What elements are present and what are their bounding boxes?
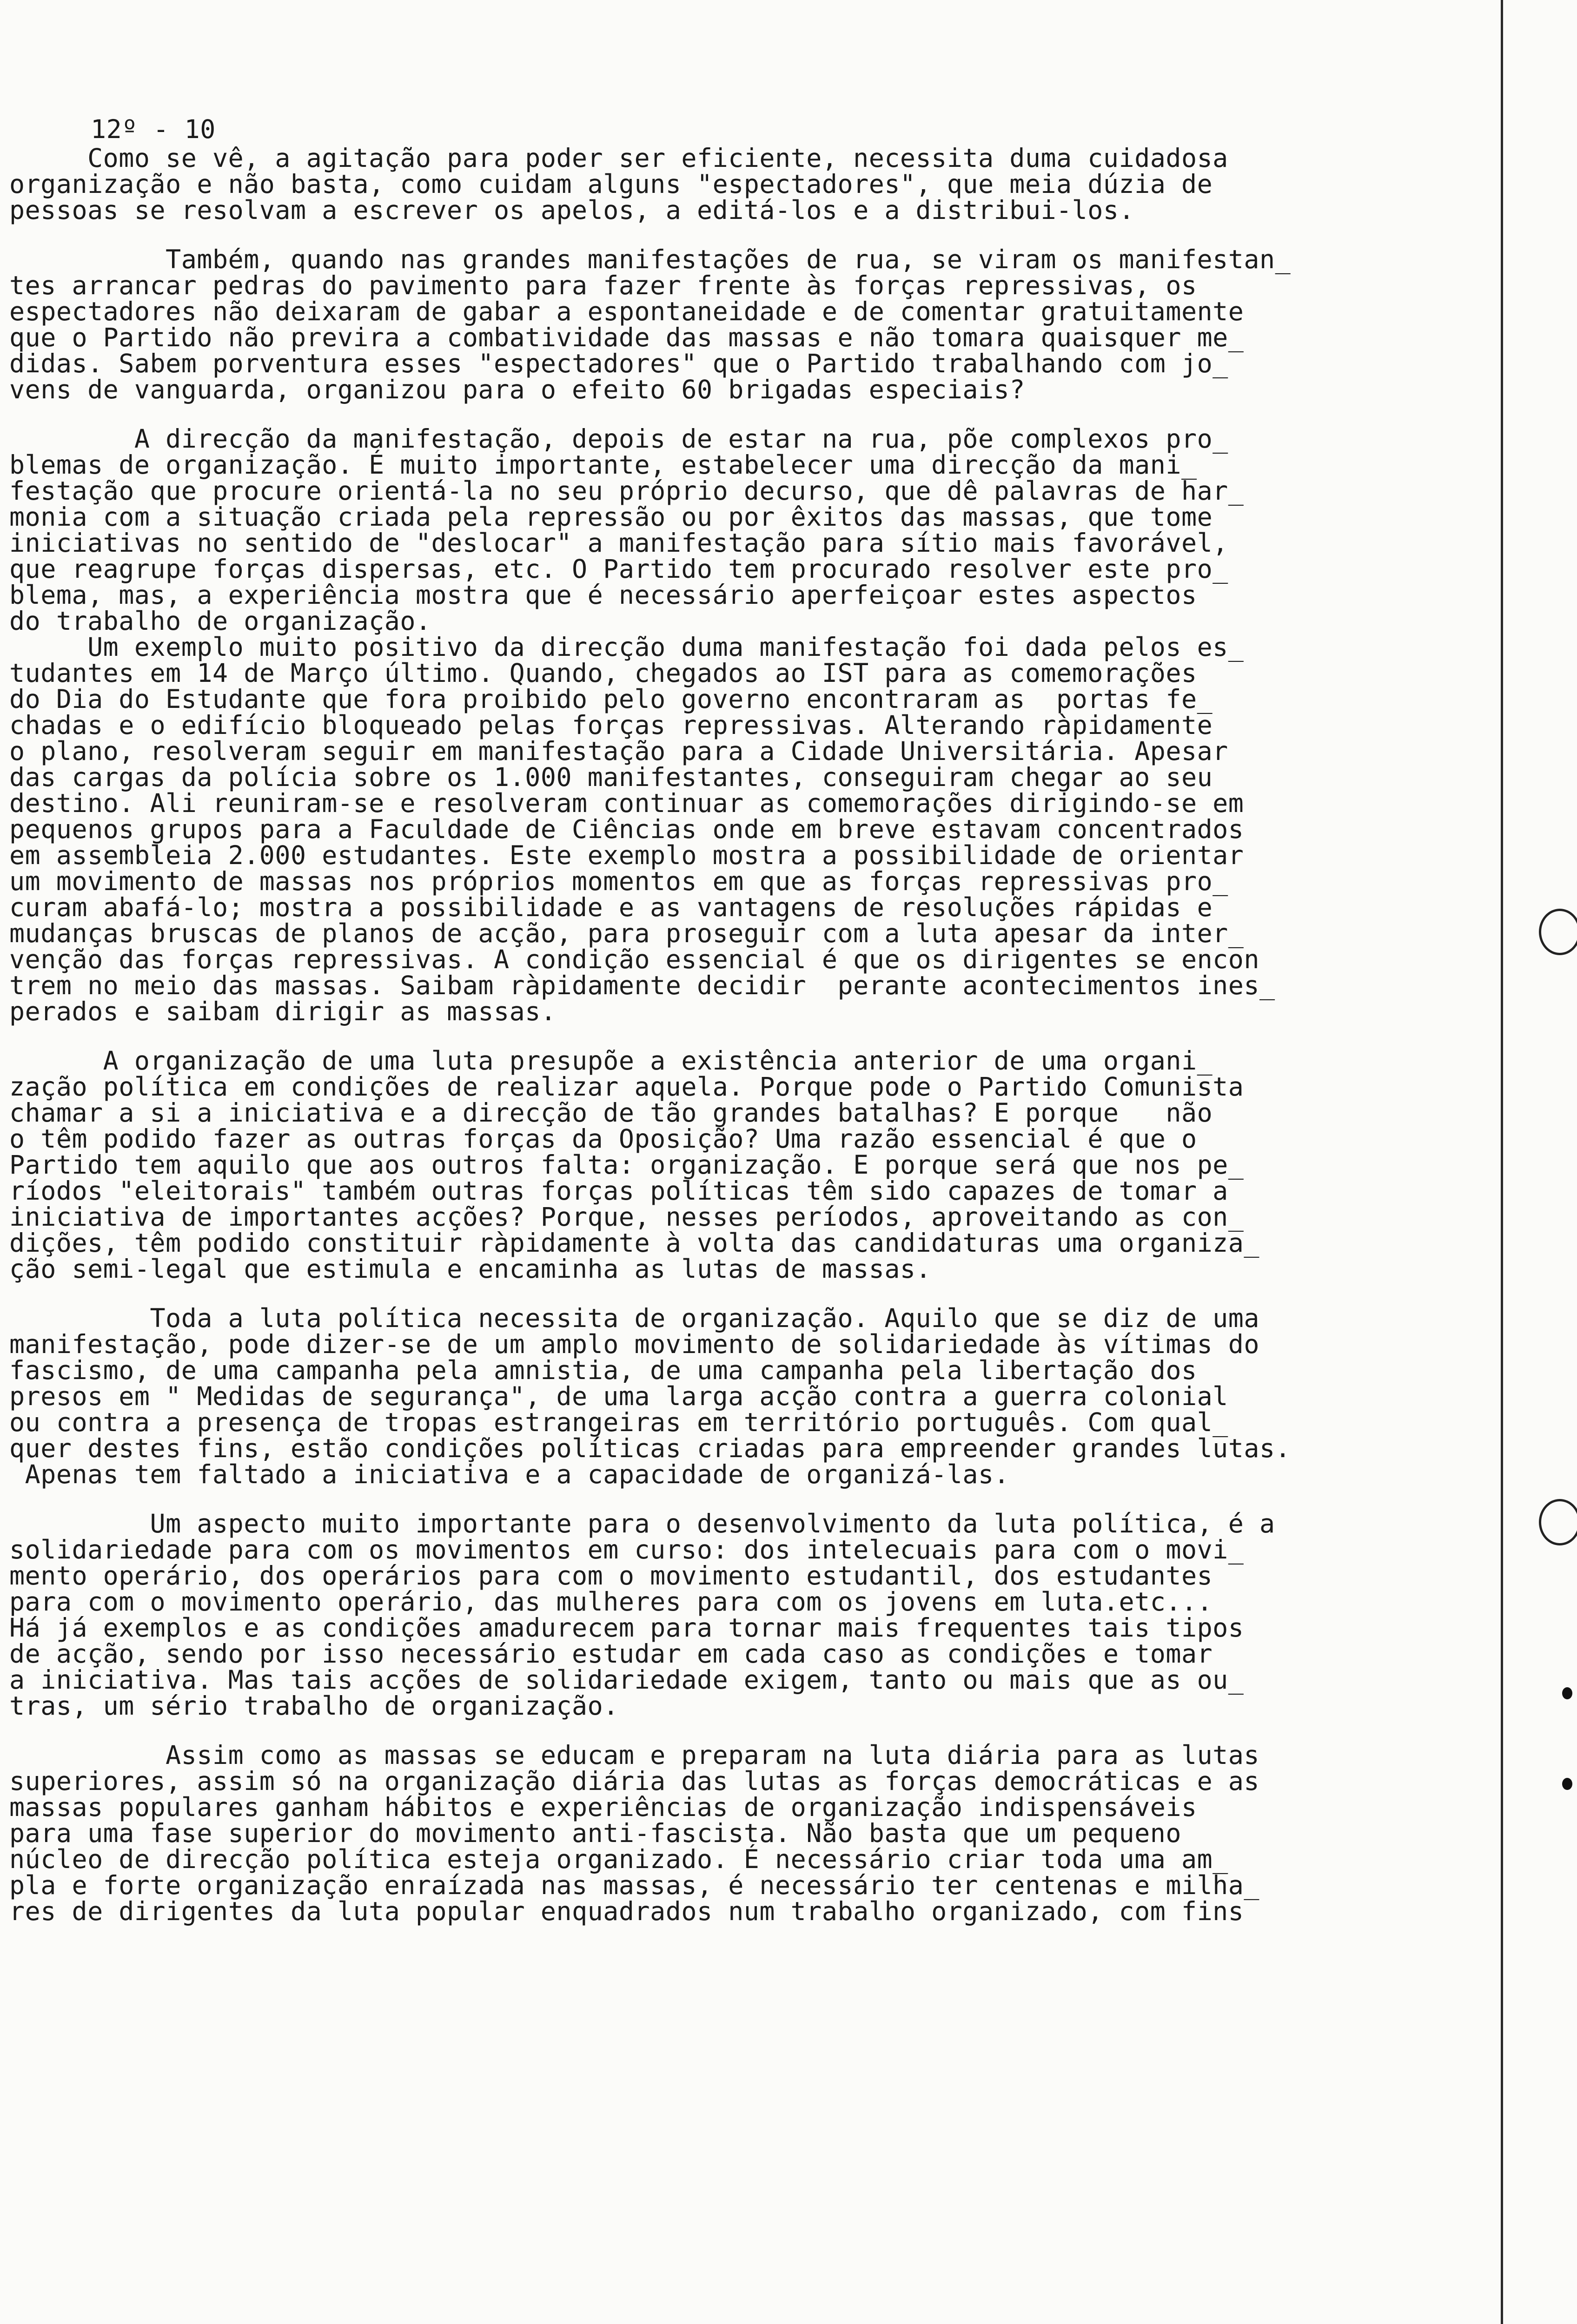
text-line: didas. Sabem porventura esses "espectadores" que o Partido trabalhando com jo_	[9, 349, 1228, 378]
text-line: das cargas da polícia sobre os 1.000 manifestantes, conseguiram chegar ao seu	[9, 762, 1213, 792]
punch-hole-lower	[1539, 1499, 1577, 1545]
text-line: tes arrancar pedras do pavimento para fazer frente às forças repressivas, os	[9, 271, 1197, 300]
binder-margin-line	[1501, 0, 1503, 2324]
text-line: solidariedade para com os movimentos em curso: dos intelecuais para com o movi_	[9, 1535, 1244, 1565]
text-line: res de dirigentes da luta popular enquadrados num trabalho organizado, com fins	[9, 1896, 1244, 1926]
text-line: blemas de organização. É muito importante, estabelecer uma direcção da mani_	[9, 450, 1197, 480]
text-line: destino. Ali reuniram-se e resolveram continuar as comemorações dirigindo-se em	[9, 788, 1244, 818]
text-line: presos em " Medidas de segurança", de uma larga acção contra a guerra colonial	[9, 1381, 1228, 1411]
text-line: fascismo, de uma campanha pela amnistia, de uma campanha pela libertação dos	[9, 1355, 1197, 1385]
text-line: Toda a luta política necessita de organização. Aquilo que se diz de uma	[9, 1303, 1260, 1333]
text-line: para com o movimento operário, das mulheres para com os jovens em luta.etc...	[9, 1587, 1213, 1617]
text-line: blema, mas, a experiência mostra que é necessário aperfeiçoar estes aspectos	[9, 580, 1197, 610]
text-line: Um exemplo muito positivo da direcção duma manifestação foi dada pelos es_	[9, 632, 1244, 662]
text-line: tras, um sério trabalho de organização.	[9, 1691, 619, 1721]
text-line: vens de vanguarda, organizou para o efeito 60 brigadas especiais?	[9, 375, 1025, 404]
text-line: que reagrupe forças dispersas, etc. O Partido tem procurado resolver este pro_	[9, 554, 1228, 584]
text-line: pequenos grupos para a Faculdade de Ciências onde em breve estavam concentrados	[9, 814, 1244, 844]
paragraph	[9, 246, 1488, 403]
text-line: chadas e o edifício bloqueado pelas forças repressivas. Alterando ràpidamente	[9, 710, 1213, 740]
text-line: que o Partido não previra a combatividade das massas e não tomara quaisquer me_	[9, 323, 1244, 352]
text-line: tudantes em 14 de Março último. Quando, chegados ao IST para as comemorações	[9, 658, 1197, 688]
text-line: Também, quando nas grandes manifestações de rua, se viram os manifestan_	[9, 244, 1291, 274]
paragraph	[9, 1305, 1488, 1487]
text-line: mudanças bruscas de planos de acção, para proseguir com a luta apesar da inter_	[9, 918, 1244, 948]
text-line: dições, têm podido constituir ràpidamente à volta das candidaturas uma organiza_	[9, 1228, 1260, 1258]
text-line: para uma fase superior do movimento anti-fascista. Não basta que um pequeno	[9, 1818, 1181, 1848]
text-line: trem no meio das massas. Saibam ràpidamente decidir perante acontecimentos ines_	[9, 971, 1275, 1000]
text-line: um movimento de massas nos próprios momentos em que as forças repressivas pro_	[9, 866, 1228, 896]
text-line: perados e saibam dirigir as massas.	[9, 997, 557, 1026]
text-line: em assembleia 2.000 estudantes. Este exemplo mostra a possibilidade de orientar	[9, 840, 1244, 870]
text-line: núcleo de direcção política esteja organizado. É necessário criar toda uma am_	[9, 1844, 1228, 1874]
paragraph	[9, 1742, 1488, 1924]
paragraph	[9, 145, 1488, 223]
text-line: espectadores não deixaram de gabar a espontaneidade e de comentar gratuitamente	[9, 297, 1244, 326]
text-line: organização e não basta, como cuidam alguns "espectadores", que meia dúzia de	[9, 169, 1213, 199]
paragraph	[9, 1048, 1488, 1282]
text-line: a iniciativa. Mas tais acções de solidariedade exigem, tanto ou mais que as ou_	[9, 1665, 1244, 1695]
text-line: chamar a si a iniciativa e a direcção de tão grandes batalhas? E porque não	[9, 1098, 1213, 1128]
paragraph	[9, 426, 1488, 1024]
punch-hole-upper	[1539, 909, 1577, 955]
text-line: o têm podido fazer as outras forças da Oposição? Uma razão essencial é que o	[9, 1124, 1197, 1154]
text-line: venção das forças repressivas. A condição essencial é que os dirigentes se encon	[9, 944, 1260, 974]
text-line: Assim como as massas se educam e preparam na luta diária para as lutas	[9, 1740, 1260, 1770]
text-line: Há já exemplos e as condições amadurecem para tornar mais frequentes tais tipos	[9, 1613, 1244, 1643]
text-line: pla e forte organização enraízada nas massas, é necessário ter centenas e milha_	[9, 1870, 1260, 1900]
text-line: mento operário, dos operários para com o movimento estudantil, dos estudantes	[9, 1561, 1213, 1591]
text-line: do trabalho de organização.	[9, 606, 431, 636]
ink-dot-upper	[1562, 1687, 1572, 1699]
text-line: festação que procure orientá-la no seu próprio decurso, que dê palavras de har_	[9, 476, 1244, 506]
typewritten-text-block	[9, 116, 1488, 1948]
text-line: ríodos "eleitorais" também outras forças políticas têm sido capazes de tomar a	[9, 1176, 1228, 1206]
text-line: iniciativa de importantes acções? Porque, nesses períodos, aproveitando as con_	[9, 1202, 1244, 1232]
paragraph	[9, 1511, 1488, 1719]
text-line: ou contra a presença de tropas estrangeiras em território português. Com qual_	[9, 1407, 1228, 1437]
text-line: ção semi-legal que estimula e encaminha as lutas de massas.	[9, 1254, 932, 1284]
paragraph-list	[9, 145, 1488, 1924]
text-line: A organização de uma luta presupõe a existência anterior de uma organi_	[9, 1046, 1213, 1076]
text-line: o plano, resolveram seguir em manifestação para a Cidade Universitária. Apesar	[9, 736, 1228, 766]
text-line: iniciativas no sentido de "deslocar" a manifestação para sítio mais favorável,	[9, 528, 1228, 558]
text-line: do Dia do Estudante que fora proibido pelo governo encontraram as portas fe_	[9, 684, 1213, 714]
text-line: massas populares ganham hábitos e experiências de organização indispensáveis	[9, 1792, 1197, 1822]
text-line: pessoas se resolvam a escrever os apelos, a editá-los e a distribui-los.	[9, 195, 1135, 225]
text-line: de acção, sendo por isso necessário estudar em cada caso as condições e tomar	[9, 1639, 1213, 1669]
page-number: 12º - 10	[91, 114, 216, 144]
text-line: Apenas tem faltado a iniciativa e a capacidade de organizá-las.	[9, 1459, 1010, 1489]
text-line: zação política em condições de realizar aquela. Porque pode o Partido Comunista	[9, 1072, 1244, 1102]
text-line: A direcção da manifestação, depois de estar na rua, põe complexos pro_	[9, 424, 1228, 454]
text-line: superiores, assim só na organização diária das lutas as forças democráticas e as	[9, 1766, 1260, 1796]
text-line: curam abafá-lo; mostra a possibilidade e as vantagens de resoluções rápidas e	[9, 892, 1213, 922]
text-line: quer destes fins, estão condições políticas criadas para empreender grandes lutas.	[9, 1433, 1291, 1463]
text-line: Um aspecto muito importante para o desenvolvimento da luta política, é a	[9, 1509, 1275, 1538]
text-line: monia com a situação criada pela repressão ou por êxitos das massas, que tome	[9, 502, 1213, 532]
text-line: manifestação, pode dizer-se de um amplo movimento de solidariedade às vítimas do	[9, 1329, 1260, 1359]
text-line: Partido tem aquilo que aos outros falta: organização. E porque será que nos pe_	[9, 1150, 1244, 1180]
ink-dot-lower	[1562, 1778, 1572, 1790]
text-line: Como se vê, a agitação para poder ser eficiente, necessita duma cuidadosa	[9, 143, 1228, 173]
